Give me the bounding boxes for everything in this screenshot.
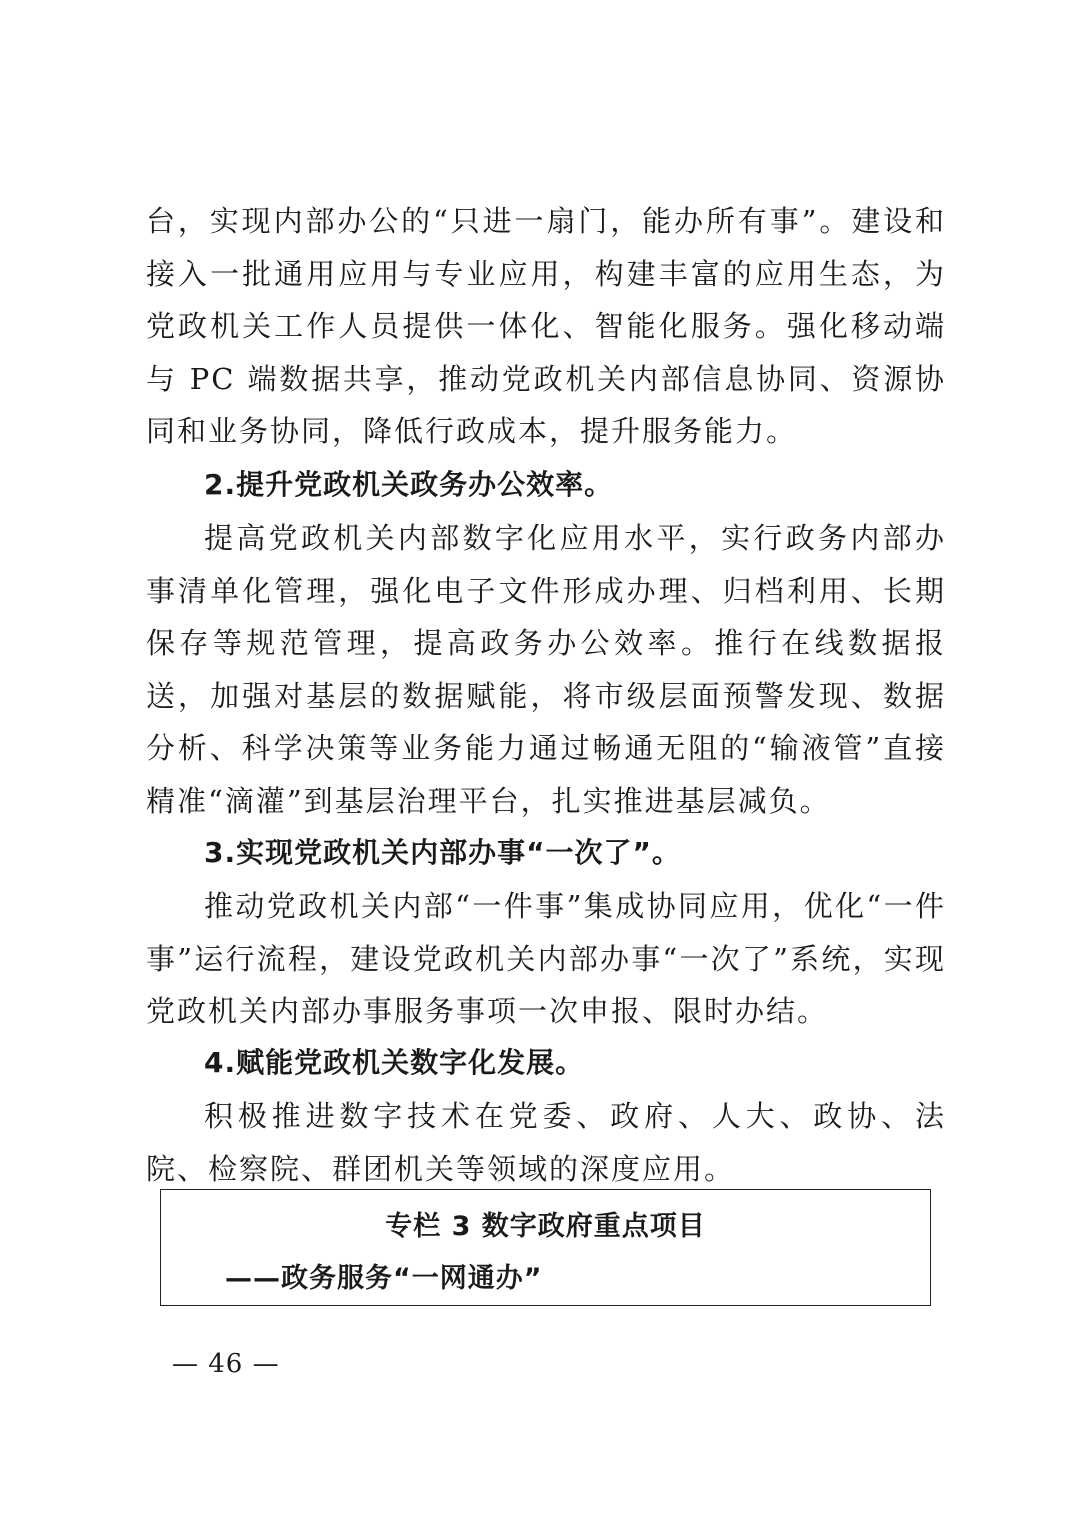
section-heading-3: 3.实现党政机关内部办事“一次了”。 <box>204 836 681 869</box>
paragraph-1: 台，实现内部办公的“只进一扇门，能办所有事”。建设和接入一批通用应用与专业应用，构建丰富的应用生态，为党政机关工作人员提供一体化、智能化服务。强化移动端与 PC 端数据共享，推动党政机关内部信息协同、资源协同和业务协同，降低行政成本，提升服务能力。 <box>146 204 946 448</box>
box-title: 专栏 3 数字政府重点项目 <box>385 1211 706 1242</box>
section-heading-2: 2.提升党政机关政务办公效率。 <box>204 468 614 501</box>
paragraph-3: 推动党政机关内部“一件事”集成协同应用，优化“一件事”运行流程，建设党政机关内部办事“一次了”系统，实现党政机关内部办事服务事项一次申报、限时办结。 <box>146 889 946 1028</box>
page-number: — 46 — <box>172 1349 280 1379</box>
paragraph-2: 提高党政机关内部数字化应用水平，实行政务内部办事清单化管理，强化电子文件形成办理、归档利用、长期保存等规范管理，提高政务办公效率。推行在线数据报送，加强对基层的数据赋能，将市级层面预警发现、数据分析、科学决策等业务能力通过畅通无阻的“输液管”直接精准“滴灌”到基层治理平台，扎实推进基层减负。 <box>146 521 946 818</box>
section-heading-4: 4.赋能党政机关数字化发展。 <box>204 1046 585 1079</box>
paragraph-4: 积极推进数字技术在党委、政府、人大、政协、法院、检察院、群团机关等领域的深度应用。 <box>146 1099 946 1186</box>
box-subtitle: ——政务服务“一网通办” <box>225 1263 543 1294</box>
column-box <box>160 1189 931 1306</box>
